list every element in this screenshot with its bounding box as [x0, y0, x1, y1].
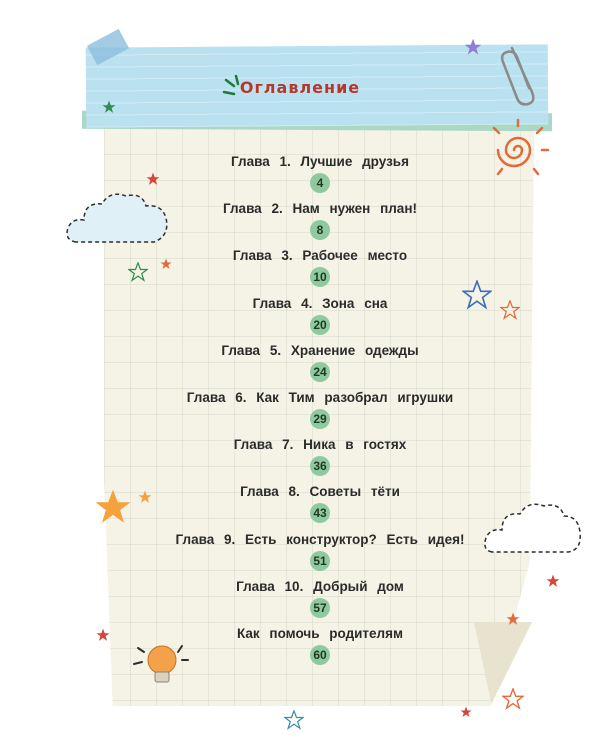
- toc-entry-title: Глава 4. Зона сна: [252, 295, 388, 311]
- page-number-badge: 51: [310, 551, 330, 571]
- toc-entry-title: Глава 10. Добрый дом: [236, 578, 404, 594]
- sparkle-icon: [502, 688, 524, 710]
- star-icon: [94, 488, 132, 526]
- toc-entry[interactable]: [0, 437, 600, 484]
- toc-entry[interactable]: [0, 343, 600, 390]
- star-icon: [102, 100, 116, 114]
- page-number-badge: 57: [310, 598, 330, 618]
- toc-entry[interactable]: [0, 248, 600, 295]
- page-number-badge: 20: [310, 315, 330, 335]
- page-number-badge: 43: [310, 503, 330, 523]
- sparkle-icon: [284, 710, 304, 730]
- page-number-badge: 4: [310, 173, 330, 193]
- cloud-icon: [482, 496, 582, 564]
- star-icon: [146, 172, 160, 186]
- sparkle-icon: [500, 300, 520, 320]
- star-icon: [460, 706, 472, 718]
- page-number-badge: 36: [310, 456, 330, 476]
- star-icon: [464, 38, 482, 56]
- lightbulb-icon: [124, 634, 194, 694]
- star-icon: [138, 490, 152, 504]
- sparkle-icon: [128, 262, 148, 282]
- toc-entry-title: Глава 7. Ника в гостях: [233, 437, 407, 453]
- toc-entry-title: Глава 1. Лучшие друзья: [231, 154, 409, 169]
- star-icon: [546, 574, 560, 588]
- paperclip-icon: [500, 40, 550, 110]
- page-number-badge: 29: [310, 409, 330, 429]
- star-icon: [96, 628, 110, 642]
- cloud-icon: [62, 184, 172, 254]
- toc-entry-title: Глава 3. Рабочее место: [232, 248, 408, 264]
- page-number-badge: 8: [310, 220, 330, 240]
- toc-entry-title: Глава 5. Хранение одежды: [221, 342, 419, 358]
- toc-entry-title: Глава 2. Нам нужен план!: [223, 201, 417, 217]
- page-number-badge: 60: [310, 645, 330, 665]
- sparkle-icon: [462, 280, 492, 310]
- star-icon: [160, 258, 172, 270]
- page-number-badge: 24: [310, 362, 330, 382]
- toc-entry-title: Глава 8. Советы тёти: [240, 484, 400, 500]
- toc-entry[interactable]: [0, 626, 600, 673]
- toc-entry[interactable]: [0, 390, 600, 437]
- star-icon: [506, 612, 520, 626]
- toc-entry-title: Как помочь родителям: [237, 625, 403, 641]
- page-title: Оглавление: [239, 78, 361, 97]
- page-number-badge: 10: [310, 267, 330, 287]
- toc-entry-title: Глава 6. Как Тим разобрал игрушки: [186, 389, 454, 405]
- toc-entry-title: Глава 9. Есть конструктор? Есть идея!: [175, 531, 465, 547]
